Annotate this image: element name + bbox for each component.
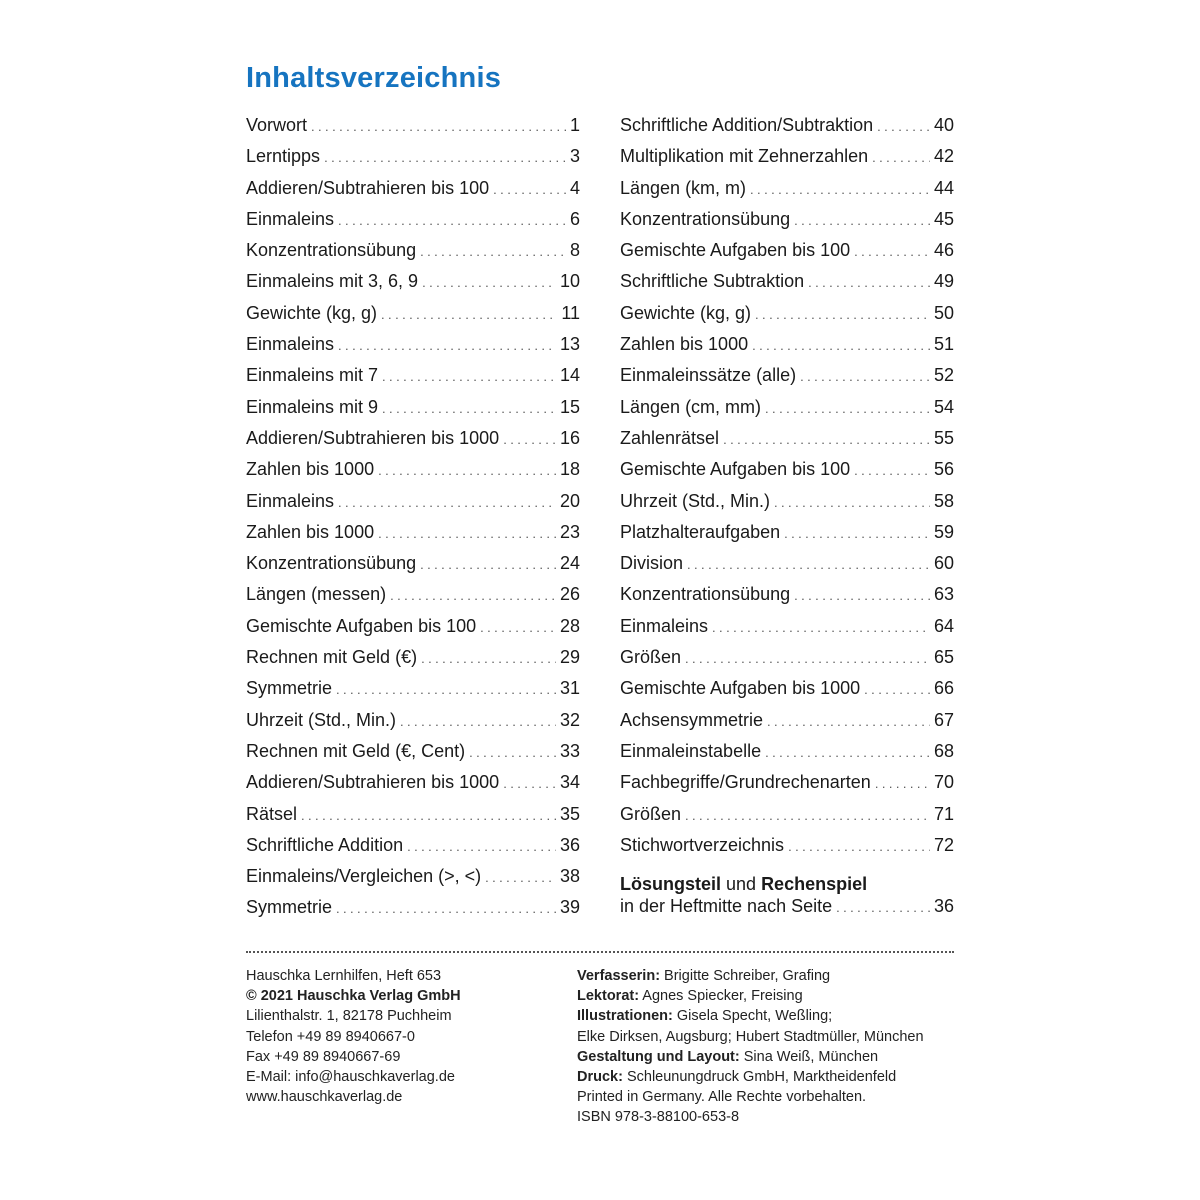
toc-entry-title: Einmaleins/Vergleichen (>, <) [246,866,482,887]
dot-leader [712,612,930,643]
toc-entry [246,892,580,923]
imprint-text: www.hauschkaverlag.de [246,1089,403,1106]
toc-entry-title: Gemischte Aufgaben bis 100 [620,459,851,480]
toc-entry-page: 35 [559,803,580,824]
toc-entry-page: 11 [561,302,580,323]
toc-entry [620,579,954,610]
toc-entry [620,392,954,423]
toc-entry-page: 68 [933,740,954,761]
toc-entry-title: Fachbegriffe/Grundrechenarten [620,772,871,793]
toc-entry-title: Gewichte (kg, g) [620,302,752,323]
toc-entry [246,204,580,235]
dot-leader [784,518,930,549]
toc-entry-title: Division [620,553,684,574]
imprint-line [246,1027,566,1047]
toc-entry-title: Gemischte Aufgaben bis 100 [620,240,851,261]
dot-leader [485,862,556,893]
dot-leader [788,831,930,862]
toc-entry [246,235,580,266]
dot-leader [800,361,930,392]
toc-entry-page: 40 [933,115,954,135]
page-title: Inhaltsverzeichnis [246,62,502,94]
toc-entry-page: 72 [933,834,954,855]
toc-entry [620,767,954,798]
imprint-text: Telefon +49 89 8940667-0 [246,1028,415,1045]
toc-entry-title: Multiplikation mit Zehnerzahlen [620,146,869,167]
imprint-line [246,1006,566,1026]
toc-entry-page: 14 [559,365,580,386]
toc-entry-page: 54 [933,396,954,417]
toc-entry-page: 58 [933,490,954,511]
credit-text: Elke Dirksen, Augsburg; Hubert Stadtmüller, München [577,1028,924,1045]
toc-entry-title: Längen (cm, mm) [620,396,762,417]
toc-column-left [246,110,580,924]
toc-entry [246,329,580,360]
toc-entry [620,329,954,360]
dot-leader [765,393,930,424]
toc-entry-page: 31 [559,678,580,699]
toc-entry [620,173,954,204]
credit-line [577,1067,957,1087]
toc-entry [246,830,580,861]
credit-label: Lektorat: [577,988,640,1005]
toc-entry-title: Rechnen mit Geld (€) [246,647,418,668]
dot-leader [794,580,930,611]
toc-entry-page: 64 [933,615,954,636]
toc-entry [620,799,954,830]
toc-entry-page: 45 [933,208,954,229]
toc-entry-page: 4 [569,177,580,198]
imprint-text: © 2021 Hauschka Verlag GmbH [246,988,461,1005]
toc-entry-title: Rätsel [246,803,298,824]
imprint-line [246,966,566,986]
toc-entry-page: 63 [933,584,954,605]
toc-entry-title: Einmaleins mit 3, 6, 9 [246,271,419,292]
credit-text: Sina Weiß, München [739,1048,879,1065]
toc-entry [246,611,580,642]
toc-entry-title: Gemischte Aufgaben bis 1000 [620,678,861,699]
toc-entry-title: Uhrzeit (Std., Min.) [246,709,397,730]
toc-entry-title: Einmaleins [620,615,709,636]
toc-entry-title: Achsensymmetrie [620,709,764,730]
toc-entry-page: 36 [559,834,580,855]
toc-entry [246,517,580,548]
toc-entry-title: Einmaleins [246,490,335,511]
toc-entry-title: Längen (messen) [246,584,387,605]
solutions-label: Lösungsteil [620,874,722,895]
toc-entry [246,861,580,892]
toc-entry-title: Einmaleinssätze (alle) [620,365,797,386]
dotted-divider [246,951,954,953]
toc-entry-page: 59 [933,521,954,542]
toc-entry-page: 18 [559,459,580,480]
solutions-connector: und [721,874,762,895]
toc-column-right [620,110,954,917]
dot-leader [338,487,556,518]
toc-entry [246,110,580,141]
toc-entry-page: 49 [933,271,954,292]
dot-leader [854,455,930,486]
toc-entry-page: 71 [933,803,954,824]
dot-leader [407,831,556,862]
credit-text: Agnes Spiecker, Freising [639,988,803,1005]
credit-text: Schleunungdruck GmbH, Marktheidenfeld [622,1069,897,1086]
toc-entry-page: 50 [933,302,954,323]
dot-leader [687,549,930,580]
toc-entry [246,579,580,610]
dot-leader [301,800,556,831]
toc-entry-page: 23 [559,521,580,542]
toc-entry [620,517,954,548]
toc-entry-title: Einmaleins [246,208,335,229]
toc-entry-page: 33 [559,740,580,761]
dot-leader [808,267,930,298]
dot-leader [774,487,930,518]
solutions-page: 36 [933,896,954,917]
toc-entry-title: Zahlen bis 1000 [620,334,749,355]
toc-entry-title: Gemischte Aufgaben bis 100 [246,615,477,636]
dot-leader [421,643,556,674]
solutions-location: in der Heftmitte nach Seite [620,896,833,917]
toc-entry [620,141,954,172]
toc-entry [620,486,954,517]
toc-entry [620,204,954,235]
toc-entry-page: 15 [559,396,580,417]
dot-leader [336,674,556,705]
toc-entry-title: Größen [620,647,682,668]
toc-entry [246,454,580,485]
credit-label: Illustrationen: [577,1008,673,1025]
dot-leader [311,111,566,142]
dot-leader [382,393,556,424]
toc-entry-page: 10 [559,271,580,292]
dot-leader [864,674,930,705]
dot-leader [420,549,556,580]
dot-leader [755,299,930,330]
toc-entry-page: 60 [933,553,954,574]
toc-entry [620,360,954,391]
dot-leader [503,424,556,455]
toc-entry-title: Konzentrationsübung [246,240,417,261]
toc-entry-page: 16 [559,427,580,448]
dot-leader [854,236,930,267]
dot-leader [875,768,930,799]
toc-entry [620,298,954,329]
toc-entry-page: 34 [559,772,580,793]
credit-label: Gestaltung und Layout: [577,1048,740,1065]
toc-entry-page: 44 [933,177,954,198]
toc-entry-page: 70 [933,772,954,793]
toc-entry-title: Zahlenrätsel [620,427,720,448]
dot-leader [480,612,556,643]
toc-entry-title: Addieren/Subtrahieren bis 1000 [246,772,500,793]
toc-entry-page: 24 [559,553,580,574]
toc-entry [246,548,580,579]
toc-entry-page: 28 [559,615,580,636]
toc-entry-title: Konzentrationsübung [620,584,791,605]
dot-leader [723,424,930,455]
toc-entry-title: Einmaleins mit 7 [246,365,379,386]
credit-line [577,1107,957,1127]
toc-entry-title: Platzhalteraufgaben [620,521,781,542]
toc-entry-title: Einmaleinstabelle [620,740,762,761]
toc-page [246,58,954,1126]
imprint-text: Fax +49 89 8940667-69 [246,1048,401,1065]
toc-entry [620,235,954,266]
toc-entry [246,767,580,798]
dot-leader [324,142,566,173]
imprint-line [246,1067,566,1087]
toc-entry-page: 20 [559,490,580,511]
credit-line [577,1006,957,1026]
toc-entry-title: Zahlen bis 1000 [246,521,375,542]
toc-entry-title: Konzentrationsübung [246,553,417,574]
toc-entry-title: Addieren/Subtrahieren bis 1000 [246,427,500,448]
credit-line [577,966,957,986]
toc-entry-title: Rechnen mit Geld (€, Cent) [246,740,466,761]
toc-entry-page: 46 [933,240,954,261]
solutions-note [620,873,954,917]
toc-entry [246,736,580,767]
toc-entry [246,673,580,704]
game-label: Rechenspiel [761,874,868,895]
imprint-text: E-Mail: info@hauschkaverlag.de [246,1069,455,1086]
toc-entry-page: 56 [933,459,954,480]
toc-entry-page: 32 [559,709,580,730]
toc-entry [246,360,580,391]
toc-entry-title: Gewichte (kg, g) [246,302,378,323]
credit-line [577,986,957,1006]
toc-entry-page: 1 [569,115,580,135]
toc-entry-title: Symmetrie [246,678,333,699]
toc-entry [246,392,580,423]
toc-entry-title: Vorwort [246,115,308,135]
toc-entry-page: 8 [569,240,580,261]
toc-entry-title: Stichwortverzeichnis [620,834,785,855]
toc-entry-title: Schriftliche Subtraktion [620,271,805,292]
dot-leader [420,236,566,267]
imprint-text: Lilienthalstr. 1, 82178 Puchheim [246,1008,452,1025]
toc-entry [620,423,954,454]
publisher-info [246,966,566,1107]
toc-entry [620,642,954,673]
toc-entry-page: 39 [559,897,580,918]
toc-entry-title: Größen [620,803,682,824]
credit-text: Gisela Specht, Weßling; [672,1008,833,1025]
dot-leader [381,299,557,330]
toc-entry-page: 66 [933,678,954,699]
imprint-line [246,986,566,1006]
toc-entry-page: 67 [933,709,954,730]
dot-leader [469,737,556,768]
toc-entry-title: Längen (km, m) [620,177,747,198]
credit-text: ISBN 978-3-88100-653-8 [577,1109,740,1126]
toc-entry-page: 29 [559,647,580,668]
toc-entry [620,830,954,861]
toc-entry [246,141,580,172]
dot-leader [752,330,930,361]
credit-label: Verfasserin: [577,968,661,984]
toc-entry [620,611,954,642]
imprint-line [246,1047,566,1067]
credit-text: Printed in Germany. Alle Rechte vorbehalten. [577,1089,867,1106]
toc-entry [620,110,954,141]
dot-leader [685,643,930,674]
credit-line [577,1047,957,1067]
credits-info [577,966,957,1128]
dot-leader [503,768,556,799]
toc-entry-page: 55 [933,427,954,448]
dot-leader [493,174,566,205]
dot-leader [767,706,930,737]
toc-entry-page: 51 [933,334,954,355]
toc-entry-title: Symmetrie [246,897,333,918]
imprint-line [246,1087,566,1107]
credit-text: Brigitte Schreiber, Grafing [660,968,831,984]
imprint-text: Hauschka Lernhilfen, Heft 653 [246,968,442,984]
toc-entry-page: 42 [933,146,954,167]
toc-entry-title: Schriftliche Addition [246,834,404,855]
toc-entry [246,799,580,830]
toc-entry-page: 65 [933,647,954,668]
dot-leader [877,111,930,142]
toc-entry [246,266,580,297]
dot-leader [836,897,930,919]
credit-label: Druck: [577,1069,623,1086]
toc-entry-page: 26 [559,584,580,605]
dot-leader [378,455,556,486]
toc-entry-page: 6 [569,208,580,229]
toc-entry-page: 13 [559,334,580,355]
dot-leader [382,361,556,392]
toc-entry [620,673,954,704]
dot-leader [794,205,930,236]
dot-leader [750,174,930,205]
toc-entry [246,486,580,517]
dot-leader [872,142,930,173]
toc-entry-title: Zahlen bis 1000 [246,459,375,480]
toc-entry-page: 38 [559,866,580,887]
toc-entry [246,173,580,204]
dot-leader [390,580,556,611]
toc-entry [246,298,580,329]
toc-entry-title: Einmaleins mit 9 [246,396,379,417]
toc-entry-page: 3 [569,146,580,167]
toc-entry [246,705,580,736]
toc-entry-title: Schriftliche Addition/Subtraktion [620,115,874,135]
dot-leader [422,267,556,298]
credit-line [577,1087,957,1107]
toc-entry-title: Einmaleins [246,334,335,355]
toc-entry [246,423,580,454]
dot-leader [400,706,556,737]
dot-leader [378,518,556,549]
toc-entry [620,454,954,485]
toc-entry [620,548,954,579]
toc-entry [620,266,954,297]
dot-leader [338,205,566,236]
credit-line [577,1027,957,1047]
toc-entry-title: Lerntipps [246,146,321,167]
toc-entry [620,736,954,767]
dot-leader [336,893,556,924]
dot-leader [765,737,930,768]
toc-entry-title: Konzentrationsübung [620,208,791,229]
toc-entry-title: Uhrzeit (Std., Min.) [620,490,771,511]
toc-entry [246,642,580,673]
toc-entry-page: 52 [933,365,954,386]
dot-leader [685,800,930,831]
toc-entry [620,705,954,736]
toc-entry-title: Addieren/Subtrahieren bis 100 [246,177,490,198]
dot-leader [338,330,556,361]
